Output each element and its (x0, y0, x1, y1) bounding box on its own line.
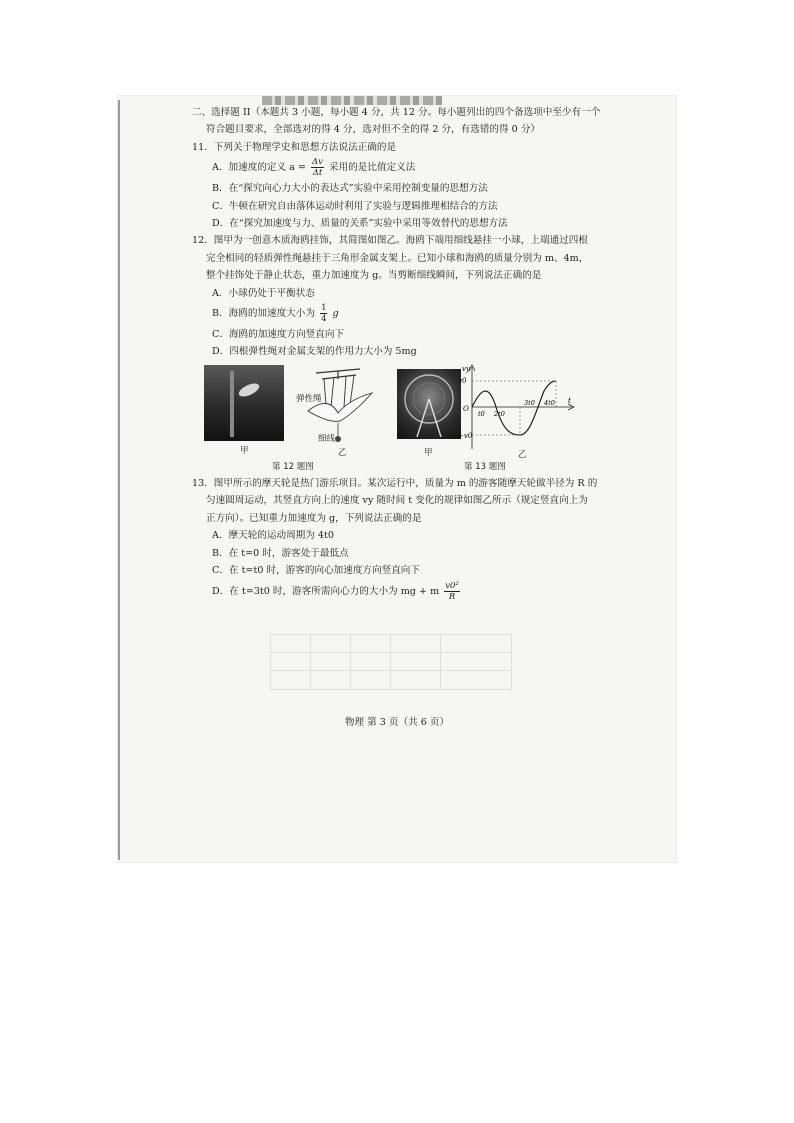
graph-origin: O (463, 404, 469, 413)
fig12-label-thread: 细线 (318, 433, 336, 444)
q11-option-d: D．在“探究加速度与力、质量的关系”实验中采用等效替代的思想方法 (212, 218, 508, 230)
graph-guides (472, 381, 556, 435)
q13-option-c: C．在 t=t0 时，游客的向心加速度方向竖直向下 (212, 564, 420, 576)
q12-option-b (192, 302, 606, 326)
section-heading-line1: 二、选择题 II（本题共 3 小题，每小题 4 分，共 12 分。每小题列出的四个备选项中至少有一个 (192, 107, 601, 118)
q13-stem-line3: 正方向）。已知重力加速度为 g，下列说法正确的是 (206, 512, 422, 524)
q12-stem-line2: 完全相同的轻质弹性绳悬挂于三角形金属支架上。已知小球和海鸥的质量分别为 m、4m， (206, 252, 589, 264)
q12-b-numerator: 1 (321, 303, 327, 314)
scan-edge (118, 100, 120, 860)
graph-y-neg: −v0 (458, 431, 473, 440)
graph-y-label: vy (462, 364, 470, 373)
q12-stem-line1: 12．图甲为一创意木质海鸥挂饰，其简图如图乙。海鸥下端用细线悬挂一小球，上端通过四根 (192, 235, 588, 247)
q11-option-a (192, 156, 606, 180)
velocity-time-graph (458, 361, 576, 451)
q13-option-a: A．摩天轮的运动周期为 4t0 (212, 530, 334, 542)
seagull-diagram (298, 365, 378, 453)
q13-option-d (192, 579, 606, 605)
q13-d-fraction (444, 581, 460, 602)
graph-x-label: t (568, 395, 572, 405)
q12-option-d: D．四根弹性绳对金属支架的作用力大小为 5mg (212, 346, 417, 358)
q13-stem-line2: 匀速圆周运动，其竖直方向上的速度 vy 随时间 t 变化的规律如图乙所示（规定竖直向上为 (206, 495, 588, 507)
q13-d-denominator: R (448, 592, 456, 603)
photo-seagull (237, 381, 261, 399)
small-ball (335, 436, 341, 442)
q11-option-c: C．牛顿在研究自由落体运动时利用了实验与逻辑推理相结合的方法 (212, 200, 498, 212)
q13-stem-line1: 13．图甲所示的摩天轮是热门游乐项目。某次运行中，质量为 m 的游客随摩天轮做半径为 R 的 (192, 477, 598, 489)
page-footer: 物理 第 3 页（共 6 页） (344, 717, 450, 728)
graph-axes (469, 365, 574, 449)
q11-a-suffix: 采用的是比值定义法 (329, 162, 416, 174)
q12-b-denominator: 4 (321, 314, 327, 325)
fig12-label-rope: 弹性绳 (296, 393, 322, 404)
fig12-caption: 第 12 题图 (272, 461, 314, 472)
section-heading-line2: 符合题目要求，全部选对的得 4 分，选对但不全的得 2 分，有选错的得 0 分） (206, 124, 541, 136)
q12-option-c: C．海鸥的加速度方向竖直向下 (212, 329, 345, 341)
q11-a-prefix: A．加速度的定义 a = (212, 162, 306, 174)
q11-stem: 11．下列关于物理学史和思想方法说法正确的是 (192, 141, 397, 153)
q12-b-suffix: g (332, 308, 339, 320)
q11-a-numerator: Δv (312, 157, 323, 168)
fig13-caption: 第 13 题图 (464, 461, 506, 472)
graph-tick-4t0: 4t0 (544, 398, 555, 407)
q12-b-prefix: B．海鸥的加速度大小为 (212, 308, 315, 320)
q11-a-denominator: Δt (312, 168, 323, 179)
captions-row (192, 461, 606, 475)
graph-tick-2t0: 2t0 (494, 409, 505, 418)
q11-a-fraction (311, 157, 324, 178)
graph-tick-t0: t0 (478, 409, 485, 418)
graph-tick-3t0: 3t0 (524, 398, 535, 407)
fig12-label-jia: 甲 (240, 445, 249, 456)
q13-d-prefix: D．在 t=3t0 时，游客所需向心力的大小为 mg + m (212, 586, 440, 598)
exam-page (192, 104, 606, 605)
fig12-label-yi: 乙 (338, 447, 347, 458)
bleed-through-table (270, 634, 510, 688)
ferris-wheel-photo (397, 369, 461, 439)
q12-b-fraction (320, 303, 327, 324)
elastic-ropes (324, 375, 354, 407)
graph-y-pos: v0 (458, 376, 467, 385)
q12-option-a: A．小球仍处于平衡状态 (212, 287, 315, 299)
q11-option-b: B．在“探究向心力大小的表达式”实验中采用控制变量的思想方法 (212, 183, 488, 195)
q12-stem-line3: 整个挂饰处于静止状态，重力加速度为 g。当剪断细线瞬间，下列说法正确的是 (206, 270, 542, 282)
fig13-label-yi: 乙 (518, 449, 527, 460)
q13-option-b: B．在 t=0 时，游客处于最低点 (212, 547, 349, 559)
fig13-label-jia: 甲 (424, 447, 433, 458)
graph-curve (472, 381, 556, 435)
photo-pole (230, 371, 234, 437)
figures-row (192, 365, 606, 461)
ferris-wheel-drawing (397, 369, 461, 439)
seagull-photo (204, 365, 284, 441)
q13-d-numerator: v0² (445, 581, 459, 592)
